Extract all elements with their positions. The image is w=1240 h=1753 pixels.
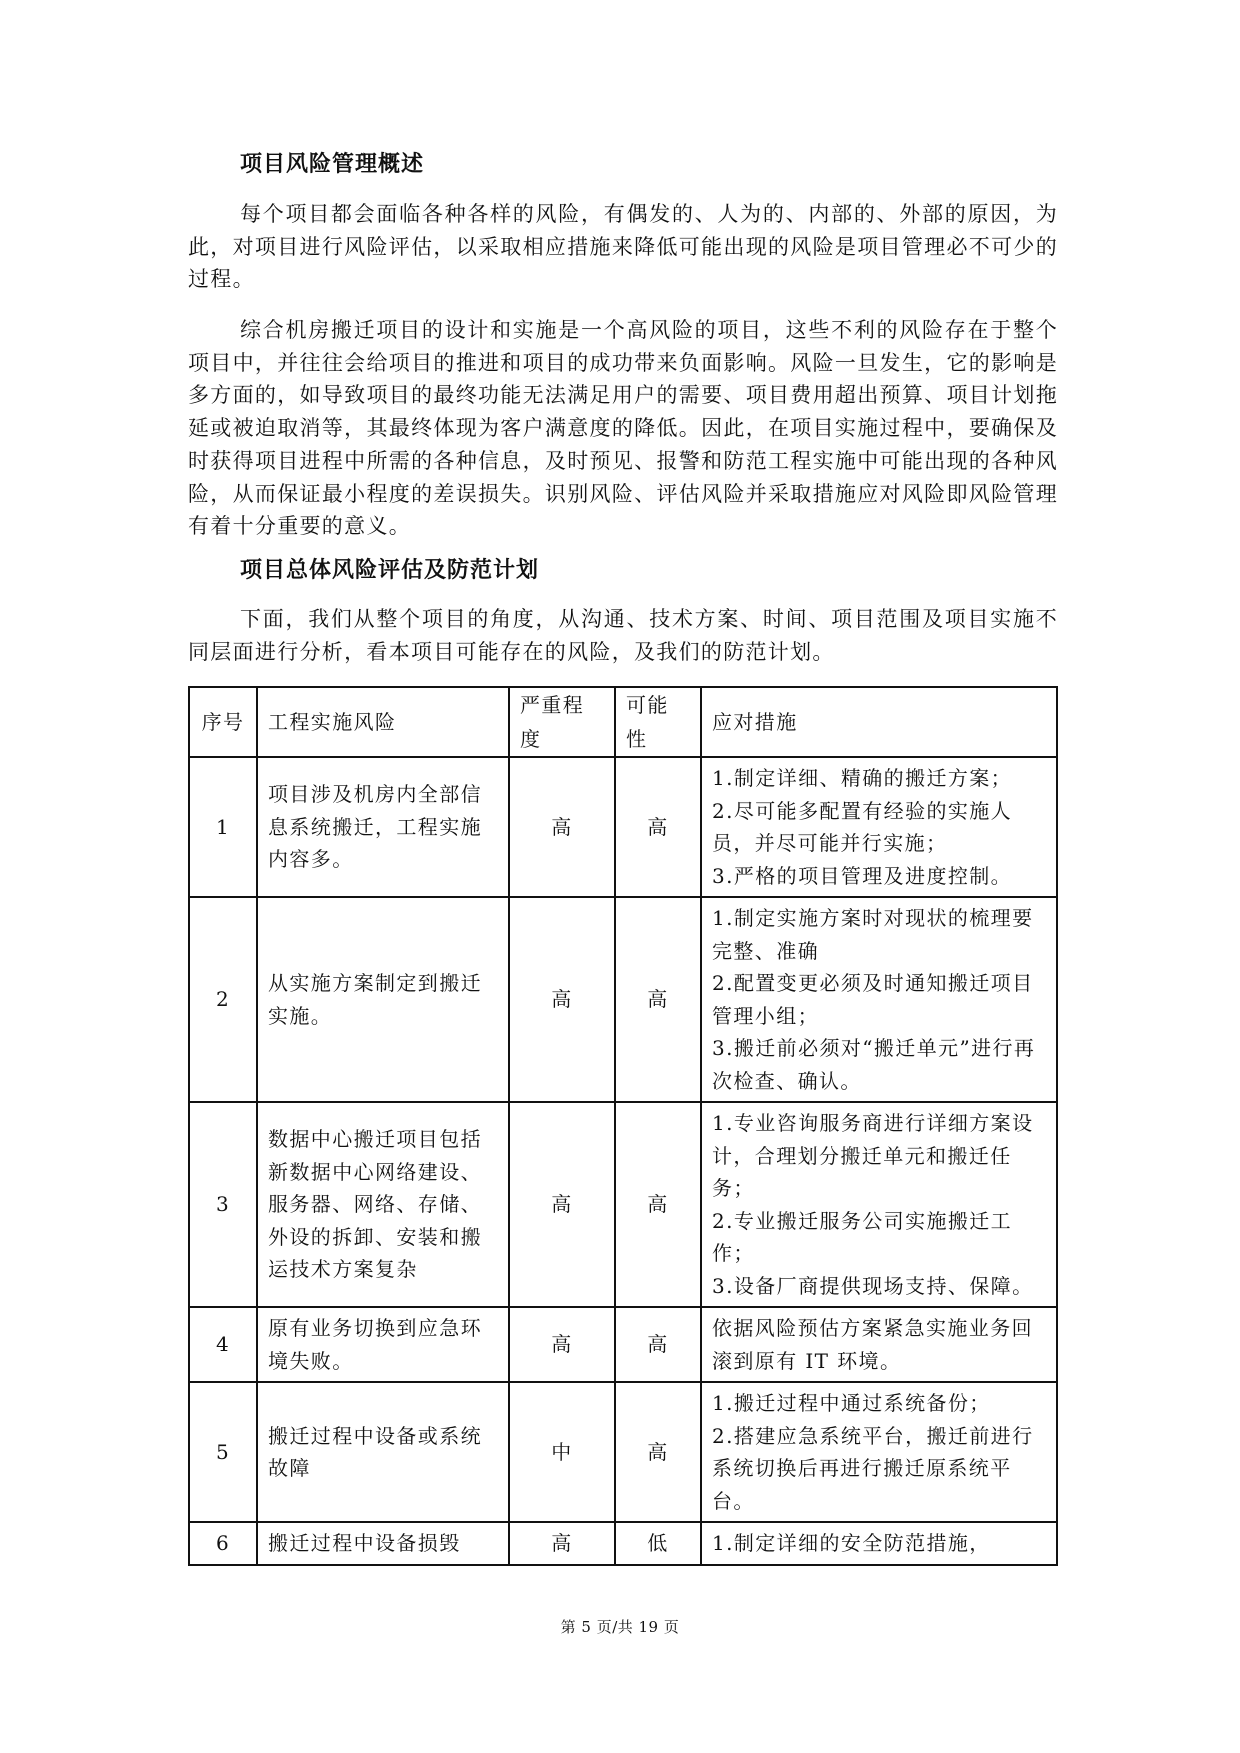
paragraph-analysis-intro: 下面，我们从整个项目的角度，从沟通、技术方案、时间、项目范围及项目实施不同层面进行分析，看本项目可能存在的风险，及我们的防范计划。 — [188, 607, 1058, 664]
measure-item: 1.搬迁过程中通过系统备份； — [712, 1391, 991, 1415]
section-heading-overview: 项目风险管理概述 — [240, 152, 425, 177]
row-index: 6 — [189, 1522, 257, 1565]
measure-item: 3.严格的项目管理及进度控制。 — [712, 863, 1013, 888]
header-measures: 应对措施 — [701, 687, 1057, 757]
row-risk: 从实施方案制定到搬迁实施。 — [257, 897, 509, 1102]
row-probability: 高 — [615, 757, 701, 897]
measure-item: 依据风险预估方案紧急实施业务回滚到原有 IT 环境。 — [712, 1316, 1033, 1373]
paragraph-intro: 每个项目都会面临各种各样的风险，有偶发的、人为的、内部的、外部的原因，为此，对项目进行风险评估，以采取相应措施来降低可能出现的风险是项目管理必不可少的过程。 — [188, 202, 1058, 292]
measure-item: 1.制定实施方案时对现状的梳理要完整、准确 — [712, 906, 1034, 963]
row-measures — [701, 897, 1057, 1102]
row-severity: 高 — [509, 1307, 615, 1382]
measure-item: 1.制定详细的安全防范措施， — [712, 1531, 991, 1555]
measure-item: 3.搬迁前必须对“搬迁单元”进行再次检查、确认。 — [712, 1036, 1036, 1093]
row-measures — [701, 757, 1057, 897]
row-risk: 搬迁过程中设备损毁 — [257, 1522, 509, 1565]
row-probability: 高 — [615, 1102, 701, 1307]
row-probability: 高 — [615, 1382, 701, 1522]
row-severity: 高 — [509, 1522, 615, 1565]
table-row — [189, 1307, 1057, 1382]
row-index: 3 — [189, 1102, 257, 1307]
table-row — [189, 897, 1057, 1102]
row-index: 1 — [189, 757, 257, 897]
header-index: 序号 — [189, 687, 257, 757]
measure-item: 1.制定详细、精确的搬迁方案； — [712, 766, 1013, 790]
table-header-row — [189, 687, 1057, 757]
section-heading-assessment: 项目总体风险评估及防范计划 — [240, 558, 540, 583]
row-measures — [701, 1307, 1057, 1382]
row-index: 2 — [189, 897, 257, 1102]
row-index: 4 — [189, 1307, 257, 1382]
measure-item: 2.配置变更必须及时通知搬迁项目管理小组； — [712, 971, 1034, 1028]
table-row — [189, 757, 1057, 897]
measure-item: 2.专业搬迁服务公司实施搬迁工作； — [712, 1208, 1013, 1265]
measure-item: 3.设备厂商提供现场支持、保障。 — [712, 1273, 1034, 1298]
row-severity: 高 — [509, 757, 615, 897]
measure-item: 2.尽可能多配置有经验的实施人员，并尽可能并行实施； — [712, 798, 1013, 855]
row-probability: 低 — [615, 1522, 701, 1565]
row-risk: 项目涉及机房内全部信息系统搬迁，工程实施内容多。 — [257, 757, 509, 897]
measure-item: 1.专业咨询服务商进行详细方案设计，合理划分搬迁单元和搬迁任务； — [712, 1111, 1034, 1200]
risk-table — [188, 686, 1058, 1566]
row-severity: 中 — [509, 1382, 615, 1522]
measure-item: 2.搭建应急系统平台，搬迁前进行系统切换后再进行搬迁原系统平台。 — [712, 1423, 1034, 1513]
row-risk: 搬迁过程中设备或系统故障 — [257, 1382, 509, 1522]
table-row — [189, 1102, 1057, 1307]
table-row — [189, 1522, 1057, 1565]
header-severity: 严重程度 — [509, 687, 615, 757]
row-severity: 高 — [509, 897, 615, 1102]
row-risk: 原有业务切换到应急环境失败。 — [257, 1307, 509, 1382]
row-measures — [701, 1102, 1057, 1307]
header-risk: 工程实施风险 — [257, 687, 509, 757]
page-footer: 第 5 页/共 19 页 — [560, 1618, 680, 1636]
row-probability: 高 — [615, 1307, 701, 1382]
row-measures — [701, 1382, 1057, 1522]
row-measures — [701, 1522, 1057, 1565]
row-index: 5 — [189, 1382, 257, 1522]
row-probability: 高 — [615, 897, 701, 1102]
row-severity: 高 — [509, 1102, 615, 1307]
header-probability: 可能性 — [615, 687, 701, 757]
table-row — [189, 1382, 1057, 1522]
paragraph-risk-impact: 综合机房搬迁项目的设计和实施是一个高风险的项目，这些不利的风险存在于整个项目中，并往往会给项目的推进和项目的成功带来负面影响。风险一旦发生，它的影响是多方面的，如导致项目的最终功能无法满足用户的需要、项目费用超出预算、项目计划拖延或被迫取消等，其最终体现为客户满意度的降低。因此，在项目实施过程中，要确保及时获得项目进程中所需的各种信息，及时预见、报警和防范工程实施中可能出现的各种风险，从而保证最小程度的差误损失。识别风险、评估风险并采取措施应对风险即风险管理有着十分重要的意义。 — [188, 318, 1058, 539]
row-risk: 数据中心搬迁项目包括新数据中心网络建设、服务器、网络、存储、外设的拆卸、安装和搬运技术方案复杂 — [257, 1102, 509, 1307]
